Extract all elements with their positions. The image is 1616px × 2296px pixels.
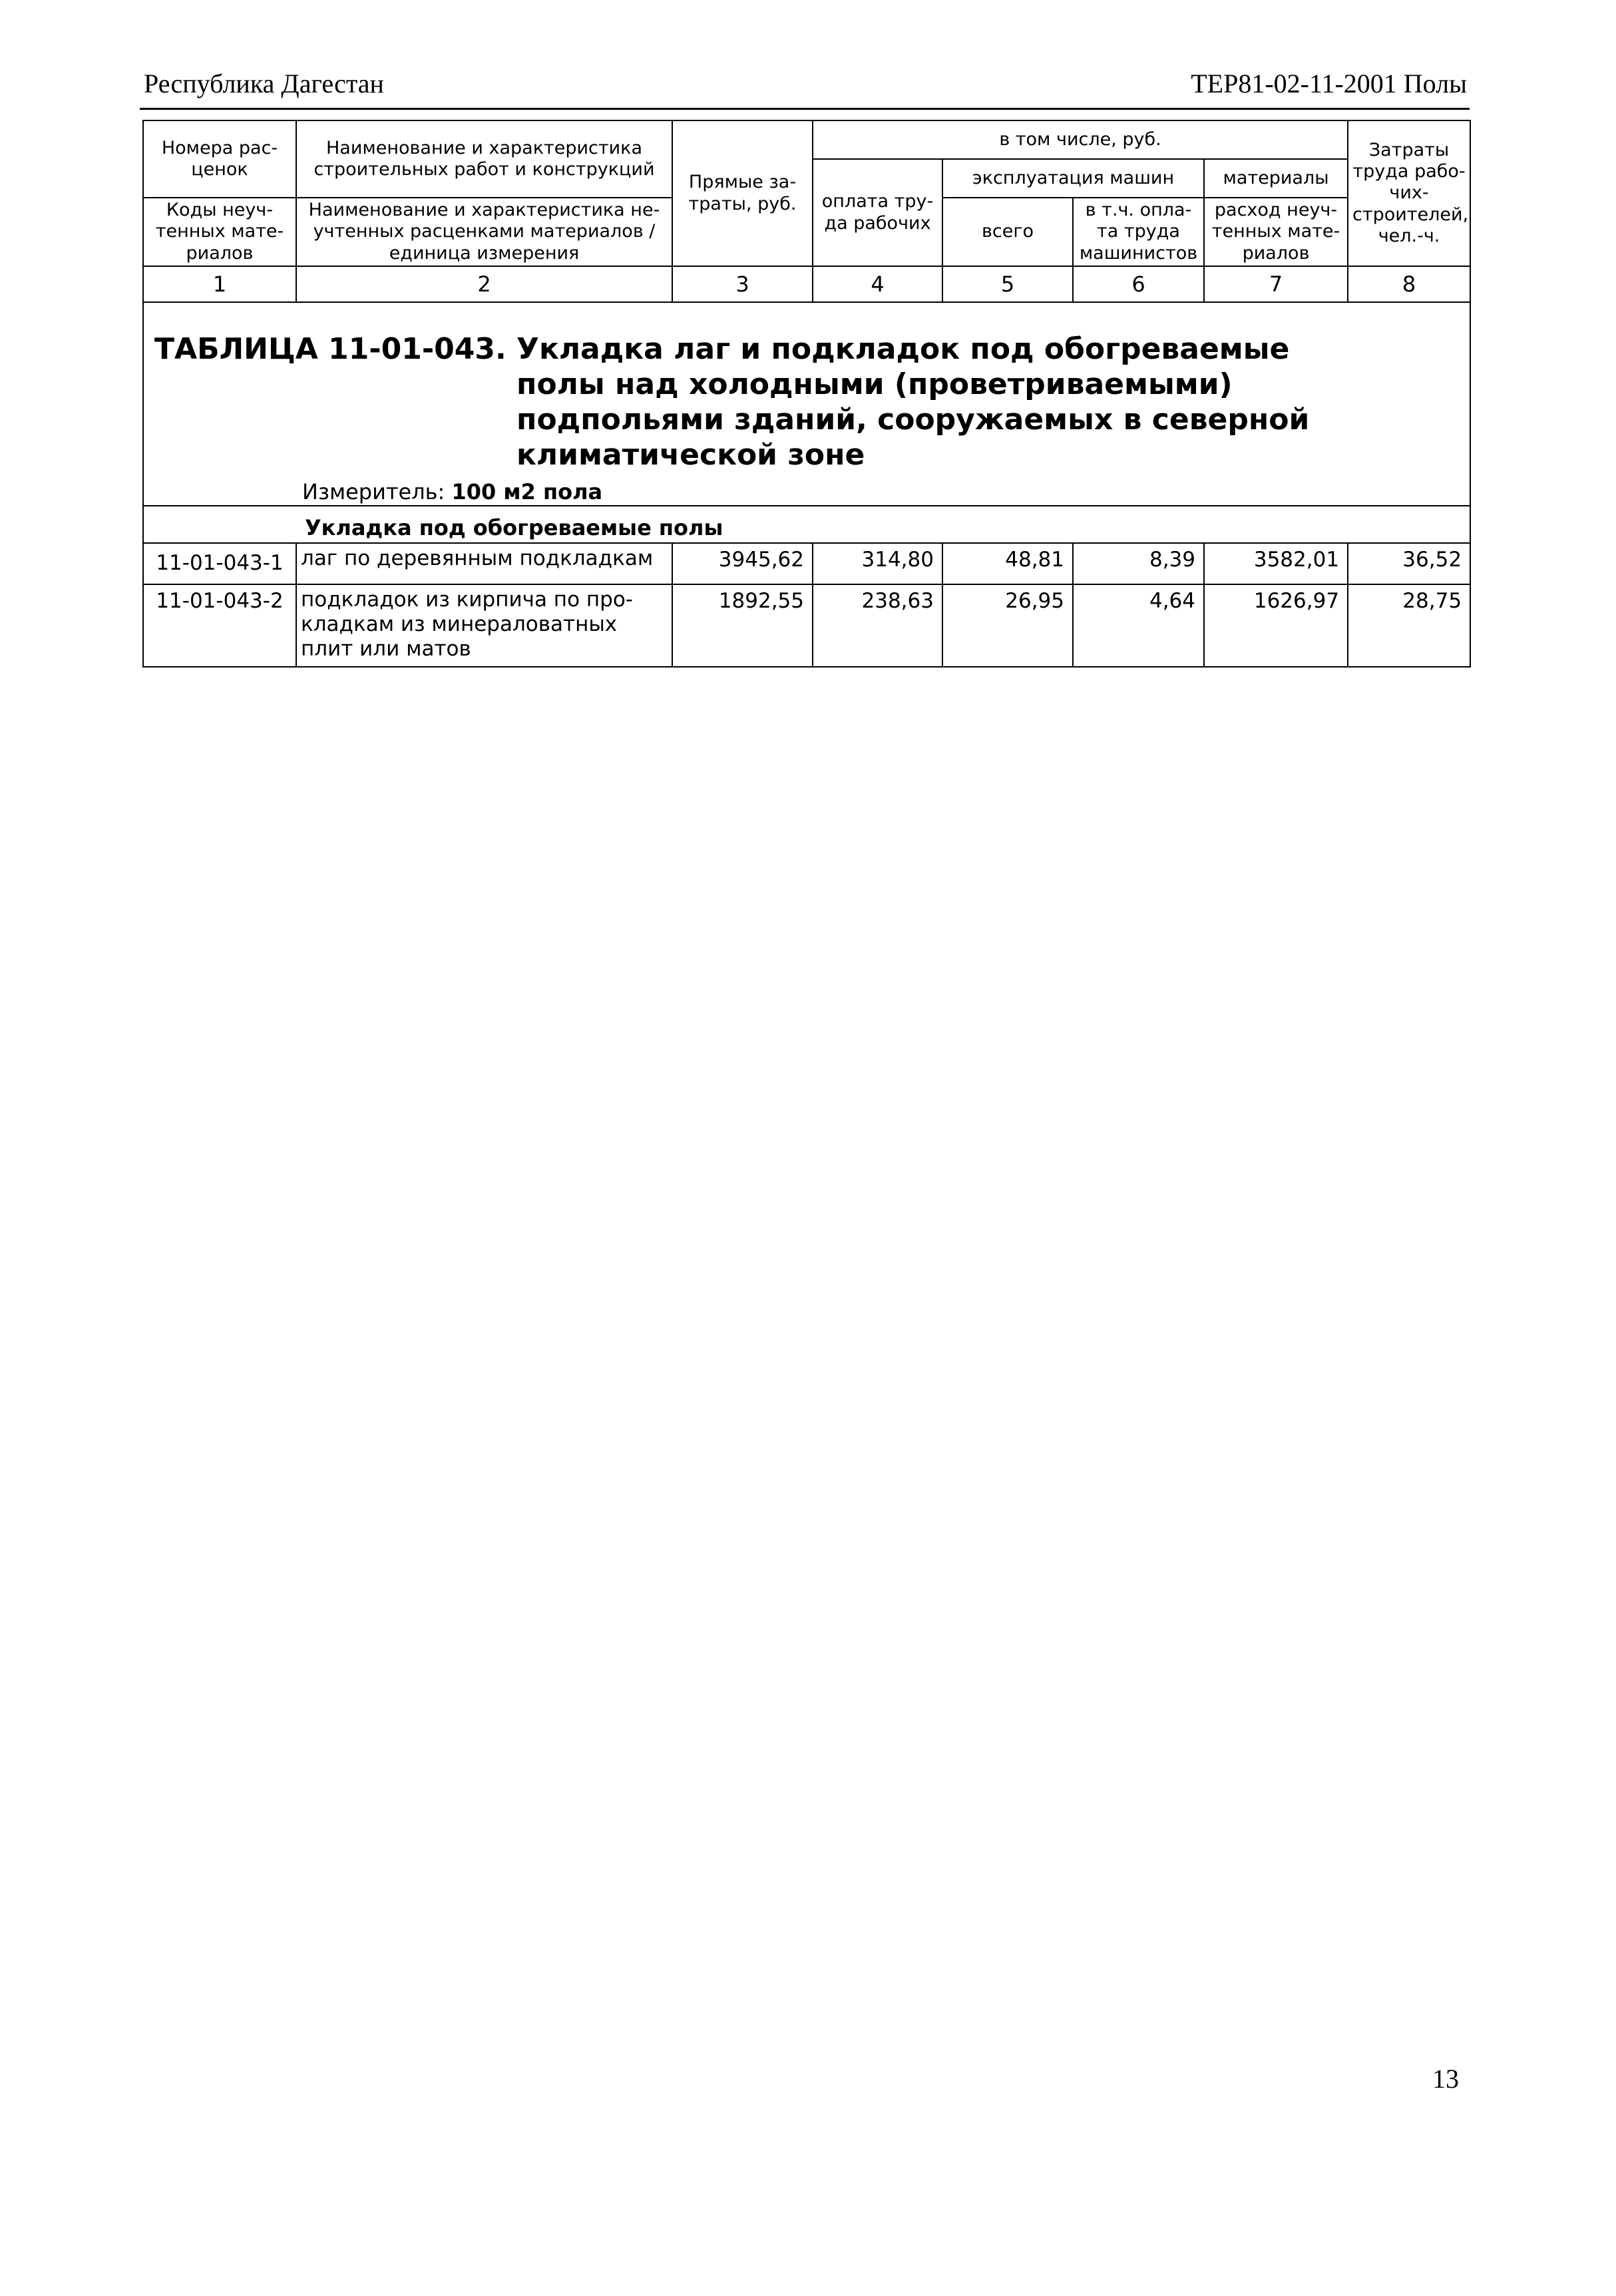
section-heading: Укладка под обогреваемые полы xyxy=(143,506,1470,543)
materials: 3582,01 xyxy=(1204,543,1348,584)
table-title xyxy=(154,332,1459,473)
col-head-machines-total: всего xyxy=(942,198,1073,266)
column-index: 6 xyxy=(1073,266,1204,302)
col-head-labor-costs: Затраты труда рабо-чих-строителей, чел.-ч. xyxy=(1348,120,1470,266)
table-row xyxy=(143,584,1470,667)
work-name: лаг по деревянным подкладкам xyxy=(296,543,672,584)
rate-code: 11-01-043-2 xyxy=(143,584,296,667)
column-index: 3 xyxy=(672,266,813,302)
materials: 1626,97 xyxy=(1204,584,1348,667)
column-index: 4 xyxy=(813,266,942,302)
column-index: 7 xyxy=(1204,266,1348,302)
rate-code: 11-01-043-1 xyxy=(143,543,296,584)
page-number: 13 xyxy=(1432,2064,1459,2094)
labor-costs: 28,75 xyxy=(1348,584,1470,667)
col-head-direct-costs: Прямые за-траты, руб. xyxy=(672,120,813,266)
col-head-including: в том числе, руб. xyxy=(813,120,1348,159)
machinist-wages: 8,39 xyxy=(1073,543,1204,584)
col-head-unaccounted-materials: расход неуч-тенных мате-риалов xyxy=(1204,198,1348,266)
work-name: подкладок из кирпича по про-кладкам из минераловатных плит или матов xyxy=(296,584,672,667)
labor-costs: 36,52 xyxy=(1348,543,1470,584)
col-head-material-codes: Коды неуч-тенных мате-риалов xyxy=(143,198,296,266)
direct-costs: 3945,62 xyxy=(672,543,813,584)
column-index: 5 xyxy=(942,266,1073,302)
col-head-wages: оплата тру-да рабочих xyxy=(813,159,942,266)
col-head-work-name: Наименование и характеристика строительных работ и конструкций xyxy=(296,120,672,198)
section-row xyxy=(143,506,1470,543)
column-index-row xyxy=(143,266,1470,302)
direct-costs: 1892,55 xyxy=(672,584,813,667)
wages: 238,63 xyxy=(813,584,942,667)
table-number: ТАБЛИЦА 11-01-043. xyxy=(154,332,506,367)
table-title-row xyxy=(143,302,1470,506)
table-title-cell xyxy=(143,302,1470,506)
col-head-material-name: Наименование и характеристика не-учтенных расценками материалов / единица измерения xyxy=(296,198,672,266)
running-header xyxy=(140,61,1470,110)
machines-total: 26,95 xyxy=(942,584,1073,667)
table-caption: Укладка лаг и подкладок под обогреваемые полы над холодными (проветриваемыми) подпольями зданий, сооружаемых в северной климатической зоне xyxy=(516,332,1310,472)
measure-unit-label: Измеритель: xyxy=(302,479,445,505)
machinist-wages: 4,64 xyxy=(1073,584,1204,667)
col-head-machinist-wages: в т.ч. опла-та труда машинистов xyxy=(1073,198,1204,266)
column-index: 1 xyxy=(143,266,296,302)
machines-total: 48,81 xyxy=(942,543,1073,584)
col-head-materials: материалы xyxy=(1204,159,1348,198)
column-index: 2 xyxy=(296,266,672,302)
col-head-machine-operation: эксплуатация машин xyxy=(942,159,1204,198)
measure-unit-value: 100 м2 пола xyxy=(451,479,603,505)
wages: 314,80 xyxy=(813,543,942,584)
measure-unit xyxy=(302,479,1459,504)
column-index: 8 xyxy=(1348,266,1470,302)
col-head-rate-numbers: Номера рас-ценок xyxy=(143,120,296,198)
estimate-table xyxy=(142,120,1471,668)
table-row xyxy=(143,543,1470,584)
header-document-code: ТЕР81-02-11-2001 Полы xyxy=(1191,69,1467,98)
header-row-1 xyxy=(143,120,1470,159)
header-region: Республика Дагестан xyxy=(144,69,384,98)
